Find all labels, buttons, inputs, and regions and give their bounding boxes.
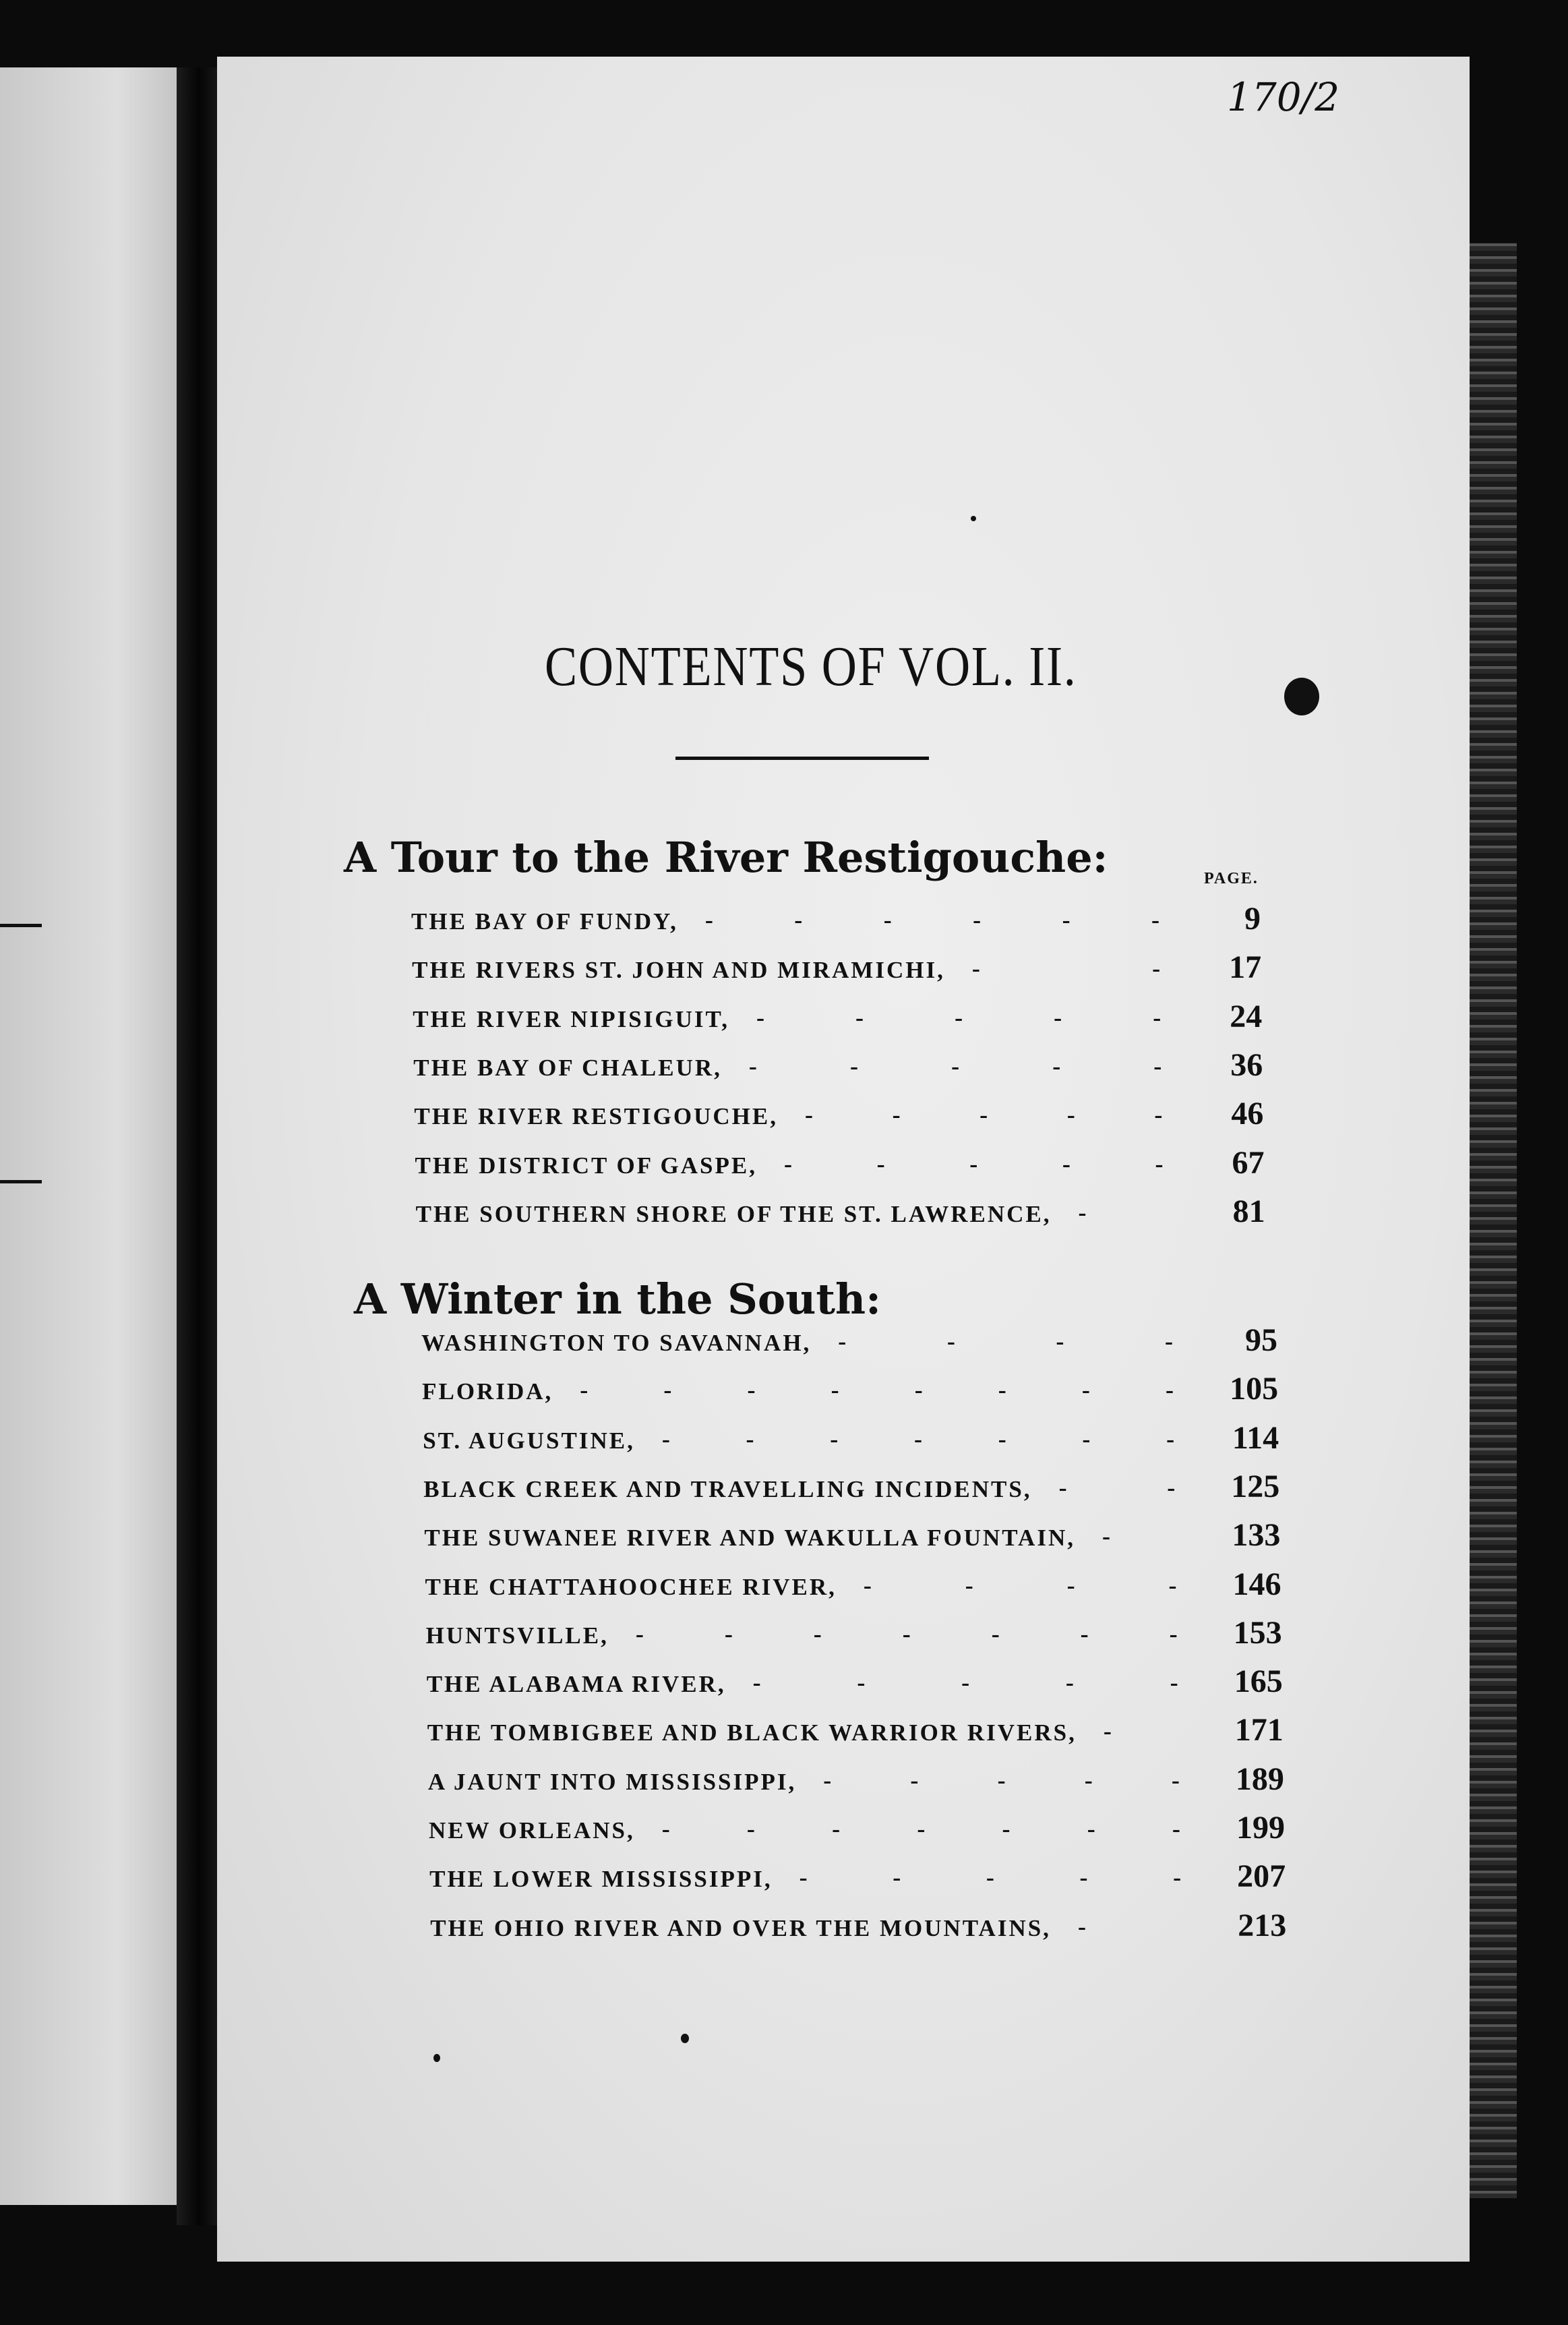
ink-speck (971, 516, 976, 521)
section-heading: A Tour to the River Restigouche: (344, 833, 1108, 882)
toc-entry-title: THE TOMBIGBEE AND BLACK WARRIOR RIVERS, (427, 1719, 1077, 1746)
toc-entry (429, 1809, 1295, 1856)
toc-entry-page: 146 (1232, 1566, 1281, 1602)
toc-entry (429, 1858, 1296, 1905)
toc-entry-page: 46 (1231, 1096, 1264, 1132)
toc-entry-page: 17 (1229, 949, 1262, 986)
toc-entry (424, 1517, 1290, 1564)
toc-entry (423, 1468, 1290, 1515)
toc-entry-title: THE BAY OF FUNDY, (411, 908, 678, 935)
toc-entry (422, 1370, 1288, 1417)
toc-entry-title: FLORIDA, (422, 1378, 553, 1405)
toc-entry (413, 1047, 1273, 1094)
toc-entry-title: THE CHATTAHOOCHEE RIVER, (425, 1573, 837, 1600)
toc-entry-page: 171 (1234, 1712, 1284, 1748)
toc-entry-page: 165 (1234, 1664, 1283, 1700)
leader-dashes: - - - - - (752, 1669, 1178, 1697)
toc-entry (427, 1663, 1293, 1710)
toc-entry-page: 36 (1230, 1047, 1263, 1083)
leader-dashes: - - - - - (784, 1150, 1164, 1177)
toc-entry (421, 1322, 1288, 1369)
leader-dashes: - - - - - (756, 1003, 1162, 1031)
toc-entry (425, 1566, 1292, 1613)
toc-entry-page: 199 (1236, 1810, 1285, 1846)
toc-entry-page: 105 (1230, 1371, 1279, 1407)
toc-entry-title: THE OHIO RIVER AND OVER THE MOUNTAINS, (430, 1914, 1051, 1941)
leader-dashes: - (1103, 1717, 1112, 1745)
toc-entry-title: WASHINGTON TO SAVANNAH, (421, 1330, 812, 1356)
title-rule (675, 757, 929, 760)
page-title: CONTENTS OF VOL. II. (545, 635, 1077, 698)
facing-page (0, 67, 195, 2205)
toc-entry-page: 133 (1232, 1517, 1281, 1554)
page-edge (1470, 243, 1517, 2198)
toc-entry-page: 81 (1232, 1193, 1265, 1229)
leader-dashes: - (1077, 1912, 1086, 1940)
toc-entry (414, 1095, 1273, 1142)
toc-entry-page: 67 (1232, 1144, 1265, 1181)
toc-entry-title: THE ALABAMA RIVER, (426, 1671, 726, 1698)
facing-page-rule (0, 1180, 42, 1183)
page-column-label: PAGE. (1204, 870, 1259, 887)
ink-speck (681, 2034, 689, 2043)
toc-entry-page: 95 (1245, 1322, 1277, 1358)
toc-entry (412, 949, 1271, 996)
toc-entry (415, 1144, 1275, 1191)
facing-page-rule (0, 924, 42, 927)
ink-speck (433, 2054, 440, 2062)
toc-entry-page: 9 (1244, 901, 1261, 937)
leader-dashes: - - - - - - - (661, 1815, 1180, 1842)
leader-dashes: - - - - - (799, 1864, 1182, 1891)
leader-dashes: - - - - - - (704, 906, 1159, 933)
toc-entry-page: 125 (1231, 1468, 1280, 1504)
toc-entry-page: 189 (1235, 1761, 1284, 1797)
leader-dashes: - - - - - (823, 1766, 1180, 1794)
toc-entry (428, 1761, 1294, 1808)
toc-entry-page: 24 (1230, 998, 1263, 1034)
toc-entry-page: 207 (1237, 1858, 1286, 1895)
toc-entry (430, 1907, 1296, 1954)
leader-dashes: - - - - (838, 1328, 1173, 1355)
book-gutter (177, 67, 217, 2225)
toc-entry-page: 114 (1232, 1419, 1279, 1456)
leader-dashes: - - - - - - - (635, 1620, 1178, 1647)
toc-entry-title: NEW ORLEANS, (429, 1817, 635, 1844)
toc-entry-title: THE RIVERS ST. JOHN AND MIRAMICHI, (412, 957, 945, 984)
toc-entry-title: THE SOUTHERN SHORE OF THE ST. LAWRENCE, (415, 1200, 1052, 1227)
toc-entry-title: THE SUWANEE RIVER AND WAKULLA FOUNTAIN, (424, 1525, 1075, 1552)
leader-dashes: - - - - - - - (661, 1425, 1175, 1452)
toc-entry-title: THE DISTRICT OF GASPE, (415, 1152, 757, 1179)
leader-dashes: - - - - - (804, 1101, 1163, 1129)
leader-dashes: - (1102, 1523, 1110, 1550)
toc-entry (426, 1614, 1292, 1661)
toc-entry-title: HUNTSVILLE, (425, 1622, 609, 1649)
toc-entry (423, 1419, 1289, 1467)
toc-entry-title: THE RIVER RESTIGOUCHE, (414, 1103, 778, 1130)
leader-dashes: - - - - - - - - (580, 1376, 1174, 1404)
leader-dashes: - - - - (863, 1571, 1177, 1599)
handwritten-note: 170/2 (1227, 74, 1340, 120)
leader-dashes: - - - - - (748, 1052, 1162, 1080)
toc-entry-title: ST. AUGUSTINE, (423, 1427, 635, 1454)
leader-dashes: - - (971, 955, 1161, 982)
toc-entry-page: 213 (1238, 1907, 1287, 1943)
toc-entry (413, 998, 1272, 1045)
toc-entry (411, 900, 1271, 947)
toc-entry-page: 153 (1233, 1614, 1282, 1651)
toc-entry-title: A JAUNT INTO MISSISSIPPI, (427, 1768, 797, 1795)
toc-entry (427, 1711, 1294, 1759)
toc-entry (416, 1193, 1275, 1240)
leader-dashes: - (1078, 1198, 1087, 1226)
section-heading: A Winter in the South: (354, 1274, 881, 1324)
ink-blot (1284, 678, 1319, 715)
toc-entry-title: BLACK CREEK AND TRAVELLING INCIDENTS, (423, 1475, 1032, 1502)
toc-entry-title: THE BAY OF CHALEUR, (413, 1054, 722, 1081)
toc-entry-title: THE LOWER MISSISSIPPI, (429, 1866, 773, 1893)
toc-entry-title: THE RIVER NIPISIGUIT, (413, 1005, 729, 1032)
leader-dashes: - - (1058, 1473, 1176, 1501)
